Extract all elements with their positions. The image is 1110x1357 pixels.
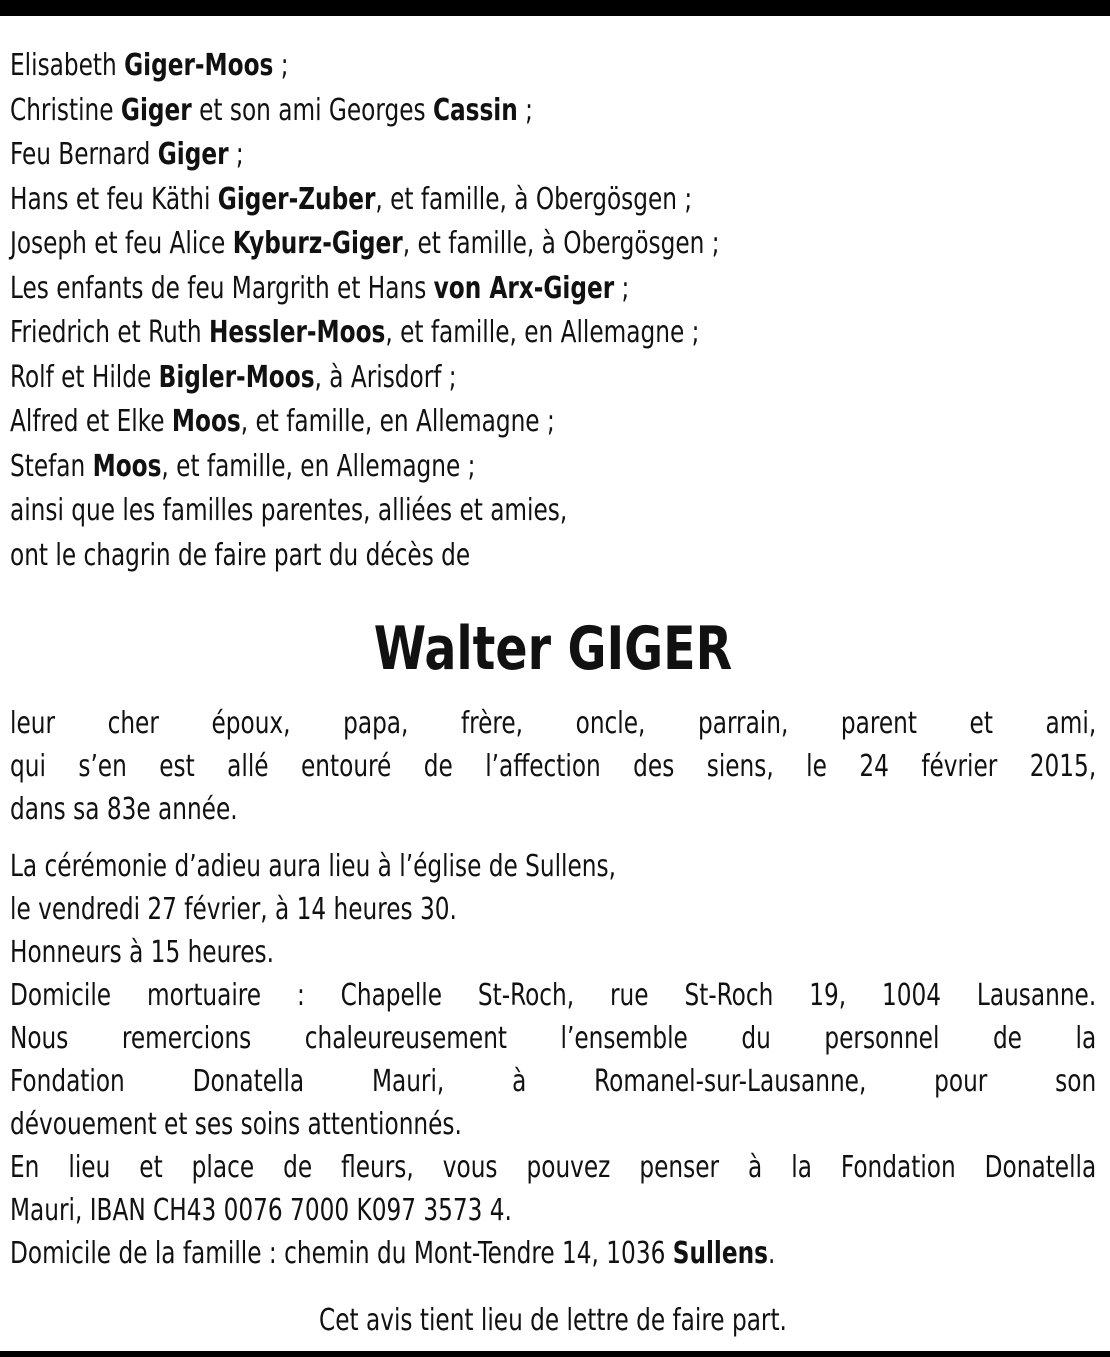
surname-bold: von Arx-Giger [433, 270, 615, 306]
family-line [10, 311, 944, 356]
text-segment: le vendredi 27 février, à 14 heures 30. [10, 892, 457, 927]
text-line [10, 1017, 1096, 1060]
text-segment: En lieu et place de fleurs, vous pouvez penser à la Fondation Donatella [10, 1150, 1097, 1185]
closing-note: Cet avis tient lieu de lettre de faire part. [319, 1303, 787, 1338]
text-segment: Les enfants de feu Margrith et Hans [10, 270, 434, 306]
text-segment: Stefan [10, 448, 93, 484]
text-segment: ; [517, 92, 533, 128]
text-segment: Honneurs à 15 heures. [10, 935, 275, 970]
text-segment: , à Arisdorf ; [314, 359, 457, 395]
text-segment: . [767, 1236, 776, 1271]
surname-bold: Giger-Moos [124, 48, 274, 83]
text-line [10, 974, 1096, 1017]
surname-bold: Kyburz-Giger [232, 226, 403, 261]
death-notice [10, 44, 1096, 1343]
family-line [10, 222, 944, 267]
text-segment: dévouement et ses soins attentionnés. [10, 1107, 462, 1142]
text-line [10, 1103, 1096, 1146]
top-border-rule [0, 0, 1110, 16]
text-line: dans sa 83e année. [10, 792, 238, 827]
family-line [10, 267, 944, 312]
text-segment: ainsi que les familles parentes, alliées et amies, [10, 493, 568, 528]
text-line [10, 1189, 1096, 1232]
text-segment: Rolf et Hilde [10, 359, 159, 395]
text-segment: ont le chagrin de faire part du décès de [10, 537, 471, 573]
surname-bold: Giger [120, 92, 192, 128]
text-line [10, 888, 1096, 931]
family-line [10, 445, 944, 490]
text-line [10, 1232, 1096, 1275]
text-segment: ; [273, 48, 289, 83]
text-segment: ; [228, 137, 244, 172]
text-segment: Elisabeth [10, 48, 125, 83]
text-line: qui s’en est allé entouré de l’affection des siens, le 24 février 2015, [10, 749, 1097, 784]
family-line [10, 534, 944, 579]
text-line: leur cher époux, papa, frère, oncle, parrain, parent et ami, [10, 706, 1097, 741]
bottom-border-rule [0, 1351, 1110, 1357]
text-line [10, 931, 1096, 974]
surname-bold: Hessler-Moos [208, 315, 386, 350]
text-segment: Alfred et Elke [10, 404, 172, 439]
text-segment: Feu Bernard [10, 137, 158, 172]
text-segment: , et famille, à Obergösgen ; [402, 226, 720, 261]
family-line [10, 89, 944, 134]
text-segment: Nous remercions chaleureusement l’ensemble du personnel de la [10, 1021, 1097, 1056]
text-segment: Fondation Donatella Mauri, à Romanel-sur-Lausanne, pour son [10, 1064, 1097, 1099]
surname-bold: Cassin [432, 92, 518, 128]
ceremony-details [10, 845, 1096, 1275]
deceased-name: Walter GIGER [373, 614, 733, 684]
text-line [10, 1060, 1096, 1103]
surname-bold: Moos [171, 404, 241, 439]
family-line [10, 44, 944, 89]
text-segment: ; [614, 270, 630, 306]
family-line [10, 133, 944, 178]
text-segment: , et famille, en Allemagne ; [161, 448, 476, 484]
text-segment: Domicile de la famille : chemin du Mont-Tendre 14, 1036 [10, 1236, 673, 1271]
text-segment: Domicile mortuaire : Chapelle St-Roch, rue St-Roch 19, 1004 Lausanne. [10, 978, 1097, 1013]
text-segment: , et famille, en Allemagne ; [385, 315, 700, 350]
text-segment: , et famille, en Allemagne ; [240, 404, 555, 439]
surname-bold: Moos [92, 448, 162, 484]
family-list [10, 44, 1096, 578]
text-line [10, 845, 1096, 888]
family-line [10, 400, 944, 445]
text-segment: , et famille, à Obergösgen ; [375, 181, 693, 217]
family-line [10, 178, 944, 223]
surname-bold: Giger-Zuber [217, 181, 376, 217]
family-line [10, 356, 944, 401]
family-line [10, 489, 944, 534]
text-segment: Christine [10, 92, 121, 128]
text-segment: La cérémonie d’adieu aura lieu à l’église de Sullens, [10, 849, 616, 884]
text-line [10, 1146, 1096, 1189]
surname-bold: Sullens [672, 1236, 768, 1271]
text-segment: et son ami Georges [191, 92, 433, 128]
surname-bold: Giger [157, 137, 229, 172]
text-segment: Hans et feu Käthi [10, 181, 218, 217]
text-segment: Mauri, IBAN CH43 0076 7000 K097 3573 4. [10, 1193, 512, 1228]
tribute-paragraph [10, 702, 1096, 831]
text-segment: Friedrich et Ruth [10, 315, 209, 350]
surname-bold: Bigler-Moos [158, 359, 315, 395]
text-segment: Joseph et feu Alice [10, 226, 233, 261]
